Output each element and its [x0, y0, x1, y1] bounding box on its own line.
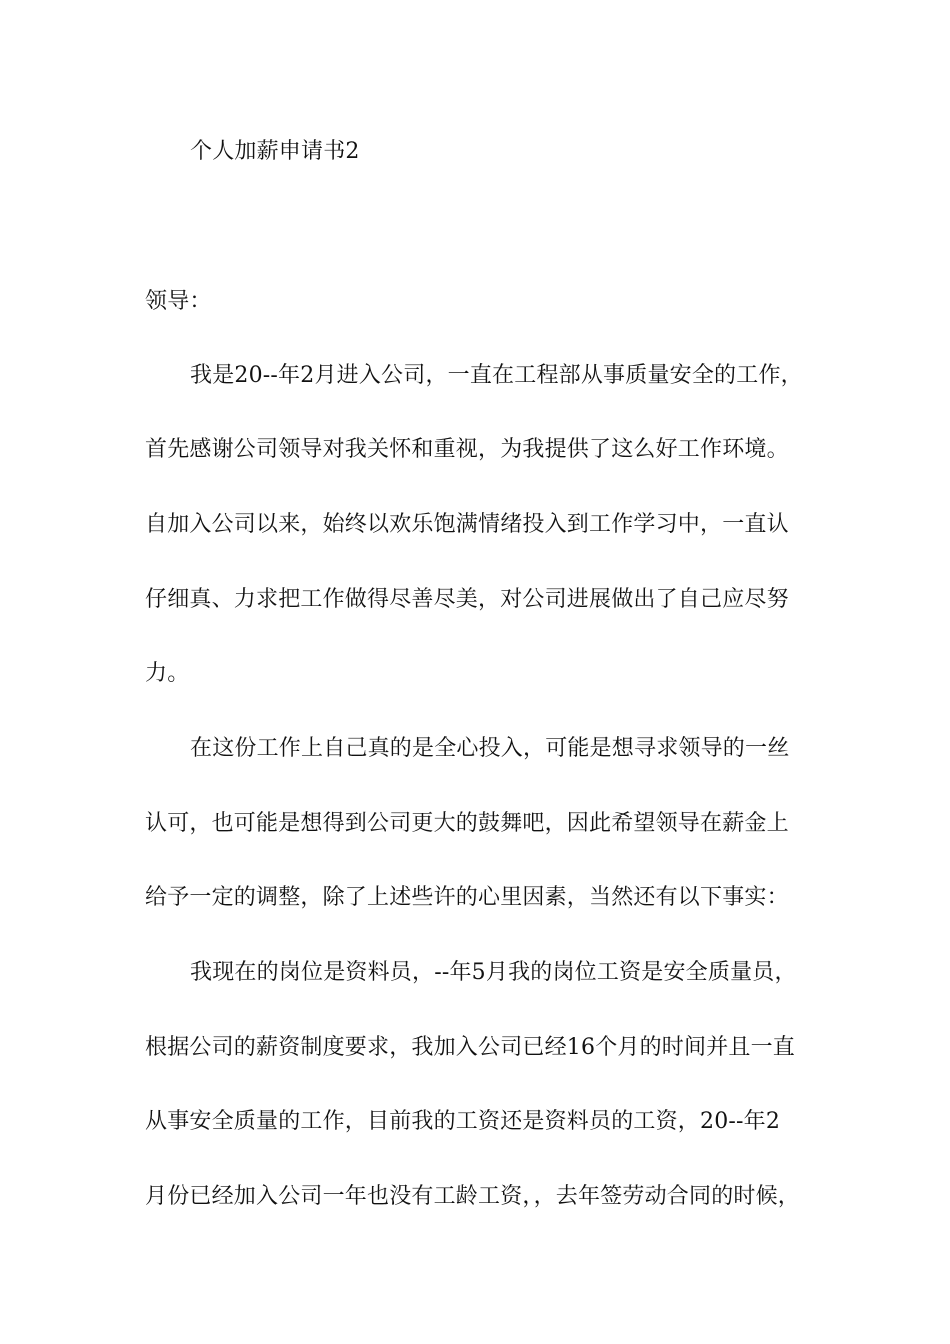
paragraph-line: 首先感谢公司领导对我关怀和重视，为我提供了这么好工作环境。: [145, 437, 789, 462]
paragraph-line: 给予一定的调整，除了上述些许的心里因素，当然还有以下事实：: [145, 885, 789, 910]
salutation: 领导：: [145, 289, 212, 314]
paragraph-line: 仔细真、力求把工作做得尽善尽美，对公司进展做出了自己应尽努: [145, 587, 789, 612]
paragraph-line: 月份已经加入公司一年也没有工龄工资，，去年签劳动合同的时候，: [145, 1184, 801, 1209]
document-title: 个人加薪申请书2: [190, 139, 360, 164]
paragraph-line: 力。: [145, 661, 190, 686]
paragraph-line: 我现在的岗位是资料员，--年5月我的岗位工资是安全质量员，: [190, 960, 797, 985]
paragraph-line: 根据公司的薪资制度要求，我加入公司已经16个月的时间并且一直: [145, 1035, 795, 1060]
paragraph-line: 我是20--年2月进入公司，一直在工程部从事质量安全的工作，: [190, 363, 803, 388]
paragraph-line: 认可，也可能是想得到公司更大的鼓舞吧，因此希望领导在薪金上: [145, 811, 789, 836]
paragraph-line: 从事安全质量的工作，目前我的工资还是资料员的工资，20--年2: [145, 1109, 781, 1134]
paragraph-line: 在这份工作上自己真的是全心投入，可能是想寻求领导的一丝: [190, 736, 790, 761]
paragraph-line: 自加入公司以来，始终以欢乐饱满情绪投入到工作学习中，一直认: [145, 512, 789, 537]
